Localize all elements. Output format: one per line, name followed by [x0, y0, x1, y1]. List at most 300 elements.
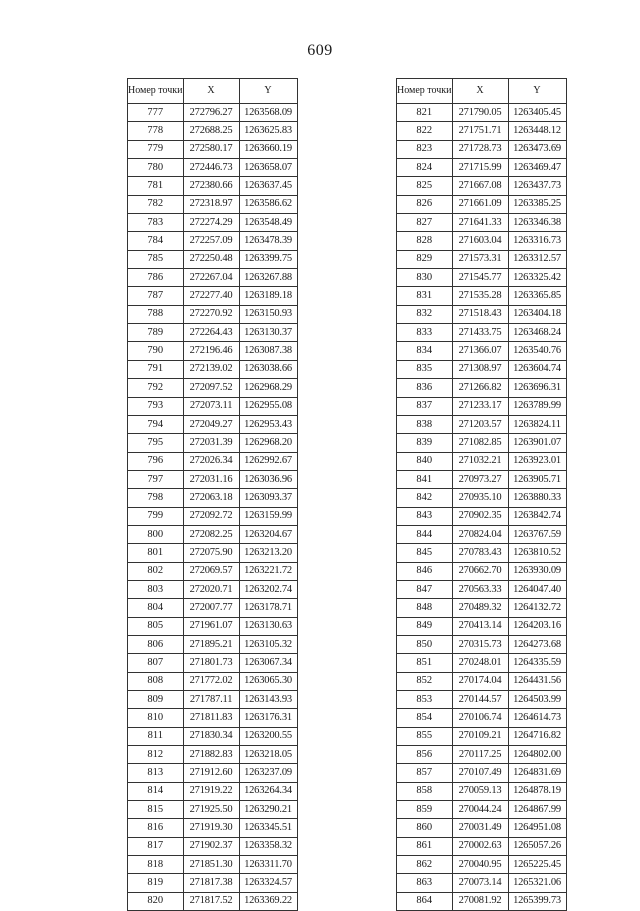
x-coordinate-cell: 271308.97 [452, 360, 508, 378]
point-number-cell: 781 [128, 177, 184, 195]
x-coordinate-cell: 272026.34 [183, 452, 239, 470]
x-coordinate-cell: 271925.50 [183, 801, 239, 819]
point-number-cell: 854 [397, 709, 453, 727]
point-number-cell: 842 [397, 489, 453, 507]
point-number-cell: 793 [128, 397, 184, 415]
x-coordinate-cell: 271902.37 [183, 837, 239, 855]
point-number-cell: 804 [128, 599, 184, 617]
x-coordinate-cell: 271366.07 [452, 342, 508, 360]
table-row [128, 764, 298, 782]
point-number-cell: 780 [128, 159, 184, 177]
x-coordinate-cell: 271801.73 [183, 654, 239, 672]
y-coordinate-cell: 1263548.49 [239, 214, 297, 232]
point-number-cell: 856 [397, 746, 453, 764]
point-number-cell: 843 [397, 507, 453, 525]
point-number-cell: 828 [397, 232, 453, 250]
point-number-cell: 831 [397, 287, 453, 305]
x-coordinate-cell: 272049.27 [183, 415, 239, 433]
point-number-cell: 798 [128, 489, 184, 507]
y-coordinate-cell: 1263586.62 [239, 195, 297, 213]
x-coordinate-cell: 270783.43 [452, 544, 508, 562]
point-number-cell: 839 [397, 434, 453, 452]
x-coordinate-cell: 272446.73 [183, 159, 239, 177]
x-coordinate-cell: 272270.92 [183, 305, 239, 323]
point-number-cell: 835 [397, 360, 453, 378]
point-number-cell: 799 [128, 507, 184, 525]
y-coordinate-cell: 1264132.72 [508, 599, 566, 617]
column-header-point: Номер точки [397, 79, 453, 104]
table-row [128, 782, 298, 800]
table-row [397, 470, 567, 488]
y-coordinate-cell: 1263469.47 [508, 159, 566, 177]
x-coordinate-cell: 272196.46 [183, 342, 239, 360]
y-coordinate-cell: 1263213.20 [239, 544, 297, 562]
table-row [128, 379, 298, 397]
y-coordinate-cell: 1263178.71 [239, 599, 297, 617]
table-row [397, 856, 567, 874]
coordinates-table-right [396, 78, 567, 911]
table-row [128, 360, 298, 378]
y-coordinate-cell: 1263478.39 [239, 232, 297, 250]
x-coordinate-cell: 272380.66 [183, 177, 239, 195]
point-number-cell: 812 [128, 746, 184, 764]
table-row [397, 159, 567, 177]
point-number-cell: 829 [397, 250, 453, 268]
y-coordinate-cell: 1263658.07 [239, 159, 297, 177]
point-number-cell: 852 [397, 672, 453, 690]
point-number-cell: 795 [128, 434, 184, 452]
x-coordinate-cell: 271545.77 [452, 269, 508, 287]
table-row [128, 104, 298, 122]
y-coordinate-cell: 1263202.74 [239, 580, 297, 598]
y-coordinate-cell: 1263385.25 [508, 195, 566, 213]
table-row [128, 672, 298, 690]
table-row [128, 287, 298, 305]
point-number-cell: 849 [397, 617, 453, 635]
point-number-cell: 789 [128, 324, 184, 342]
x-coordinate-cell: 270117.25 [452, 746, 508, 764]
coordinates-table-left [127, 78, 298, 911]
table-row [128, 599, 298, 617]
table-row [397, 507, 567, 525]
table-row [128, 470, 298, 488]
point-number-cell: 821 [397, 104, 453, 122]
x-coordinate-cell: 271919.22 [183, 782, 239, 800]
y-coordinate-cell: 1263905.71 [508, 470, 566, 488]
y-coordinate-cell: 1263369.22 [239, 892, 297, 910]
y-coordinate-cell: 1263067.34 [239, 654, 297, 672]
x-coordinate-cell: 270489.32 [452, 599, 508, 617]
x-coordinate-cell: 271830.34 [183, 727, 239, 745]
y-coordinate-cell: 1263065.30 [239, 672, 297, 690]
table-header-row [128, 79, 298, 104]
table-row [128, 819, 298, 837]
y-coordinate-cell: 1263696.31 [508, 379, 566, 397]
point-number-cell: 850 [397, 635, 453, 653]
point-number-cell: 803 [128, 580, 184, 598]
x-coordinate-cell: 271266.82 [452, 379, 508, 397]
y-coordinate-cell: 1263218.05 [239, 746, 297, 764]
x-coordinate-cell: 271919.30 [183, 819, 239, 837]
y-coordinate-cell: 1263176.31 [239, 709, 297, 727]
x-coordinate-cell: 270107.49 [452, 764, 508, 782]
y-coordinate-cell: 1265321.06 [508, 874, 566, 892]
point-number-cell: 857 [397, 764, 453, 782]
y-coordinate-cell: 1263824.11 [508, 415, 566, 433]
x-coordinate-cell: 271751.71 [452, 122, 508, 140]
x-coordinate-cell: 270413.14 [452, 617, 508, 635]
point-number-cell: 834 [397, 342, 453, 360]
y-coordinate-cell: 1263625.83 [239, 122, 297, 140]
table-row [128, 837, 298, 855]
table-row [128, 159, 298, 177]
page-number: 609 [307, 42, 333, 59]
point-number-cell: 832 [397, 305, 453, 323]
table-row [128, 415, 298, 433]
table-row [397, 140, 567, 158]
y-coordinate-cell: 1263405.45 [508, 104, 566, 122]
table-row [397, 214, 567, 232]
y-coordinate-cell: 1263143.93 [239, 691, 297, 709]
x-coordinate-cell: 270044.24 [452, 801, 508, 819]
x-coordinate-cell: 272031.16 [183, 470, 239, 488]
y-coordinate-cell: 1264203.16 [508, 617, 566, 635]
x-coordinate-cell: 271233.17 [452, 397, 508, 415]
point-number-cell: 807 [128, 654, 184, 672]
y-coordinate-cell: 1263036.96 [239, 470, 297, 488]
table-row [128, 195, 298, 213]
y-coordinate-cell: 1263437.73 [508, 177, 566, 195]
table-row [397, 324, 567, 342]
y-coordinate-cell: 1262955.08 [239, 397, 297, 415]
table-row [128, 525, 298, 543]
x-coordinate-cell: 270081.92 [452, 892, 508, 910]
point-number-cell: 811 [128, 727, 184, 745]
x-coordinate-cell: 270248.01 [452, 654, 508, 672]
point-number-cell: 827 [397, 214, 453, 232]
table-row [128, 654, 298, 672]
x-coordinate-cell: 272097.52 [183, 379, 239, 397]
point-number-cell: 782 [128, 195, 184, 213]
table-row [397, 544, 567, 562]
y-coordinate-cell: 1262968.20 [239, 434, 297, 452]
point-number-cell: 794 [128, 415, 184, 433]
point-number-cell: 810 [128, 709, 184, 727]
x-coordinate-cell: 271203.57 [452, 415, 508, 433]
table-row [128, 232, 298, 250]
x-coordinate-cell: 272277.40 [183, 287, 239, 305]
y-coordinate-cell: 1263038.66 [239, 360, 297, 378]
y-coordinate-cell: 1263473.69 [508, 140, 566, 158]
x-coordinate-cell: 271817.38 [183, 874, 239, 892]
table-row [128, 214, 298, 232]
x-coordinate-cell: 272250.48 [183, 250, 239, 268]
y-coordinate-cell: 1263789.99 [508, 397, 566, 415]
point-number-cell: 787 [128, 287, 184, 305]
y-coordinate-cell: 1263312.57 [508, 250, 566, 268]
y-coordinate-cell: 1264867.99 [508, 801, 566, 819]
table-row [397, 489, 567, 507]
x-coordinate-cell: 272796.27 [183, 104, 239, 122]
point-number-cell: 788 [128, 305, 184, 323]
x-coordinate-cell: 271573.31 [452, 250, 508, 268]
y-coordinate-cell: 1263660.19 [239, 140, 297, 158]
point-number-cell: 837 [397, 397, 453, 415]
table-row [128, 580, 298, 598]
point-number-cell: 778 [128, 122, 184, 140]
x-coordinate-cell: 271518.43 [452, 305, 508, 323]
table-row [397, 195, 567, 213]
point-number-cell: 859 [397, 801, 453, 819]
table-row [128, 342, 298, 360]
y-coordinate-cell: 1264831.69 [508, 764, 566, 782]
y-coordinate-cell: 1263568.09 [239, 104, 297, 122]
table-row [128, 489, 298, 507]
table-row [128, 709, 298, 727]
y-coordinate-cell: 1263637.45 [239, 177, 297, 195]
x-coordinate-cell: 270031.49 [452, 819, 508, 837]
y-coordinate-cell: 1265225.45 [508, 856, 566, 874]
x-coordinate-cell: 272007.77 [183, 599, 239, 617]
y-coordinate-cell: 1264802.00 [508, 746, 566, 764]
table-row [397, 452, 567, 470]
table-row [397, 837, 567, 855]
table-row [128, 856, 298, 874]
y-coordinate-cell: 1262953.43 [239, 415, 297, 433]
x-coordinate-cell: 271082.85 [452, 434, 508, 452]
y-coordinate-cell: 1263448.12 [508, 122, 566, 140]
x-coordinate-cell: 270073.14 [452, 874, 508, 892]
x-coordinate-cell: 272264.43 [183, 324, 239, 342]
x-coordinate-cell: 272257.09 [183, 232, 239, 250]
x-coordinate-cell: 271882.83 [183, 746, 239, 764]
y-coordinate-cell: 1262968.29 [239, 379, 297, 397]
table-row [397, 599, 567, 617]
point-number-cell: 820 [128, 892, 184, 910]
point-number-cell: 819 [128, 874, 184, 892]
table-row [397, 232, 567, 250]
y-coordinate-cell: 1263468.24 [508, 324, 566, 342]
column-header-y: Y [508, 79, 566, 104]
y-coordinate-cell: 1263221.72 [239, 562, 297, 580]
y-coordinate-cell: 1263901.07 [508, 434, 566, 452]
point-number-cell: 801 [128, 544, 184, 562]
table-row [128, 452, 298, 470]
point-number-cell: 830 [397, 269, 453, 287]
point-number-cell: 845 [397, 544, 453, 562]
table-row [128, 635, 298, 653]
y-coordinate-cell: 1264951.08 [508, 819, 566, 837]
x-coordinate-cell: 272020.71 [183, 580, 239, 598]
point-number-cell: 863 [397, 874, 453, 892]
table-row [397, 122, 567, 140]
y-coordinate-cell: 1263810.52 [508, 544, 566, 562]
table-row [128, 544, 298, 562]
table-row [397, 691, 567, 709]
y-coordinate-cell: 1263200.55 [239, 727, 297, 745]
x-coordinate-cell: 271715.99 [452, 159, 508, 177]
table-row [397, 434, 567, 452]
y-coordinate-cell: 1262992.67 [239, 452, 297, 470]
y-coordinate-cell: 1264716.82 [508, 727, 566, 745]
point-number-cell: 841 [397, 470, 453, 488]
x-coordinate-cell: 272031.39 [183, 434, 239, 452]
x-coordinate-cell: 271433.75 [452, 324, 508, 342]
table-row [128, 727, 298, 745]
table-row [128, 250, 298, 268]
x-coordinate-cell: 272688.25 [183, 122, 239, 140]
point-number-cell: 858 [397, 782, 453, 800]
y-coordinate-cell: 1263399.75 [239, 250, 297, 268]
point-number-cell: 822 [397, 122, 453, 140]
column-header-point: Номер точки [128, 79, 184, 104]
y-coordinate-cell: 1263880.33 [508, 489, 566, 507]
x-coordinate-cell: 271032.21 [452, 452, 508, 470]
x-coordinate-cell: 272318.97 [183, 195, 239, 213]
table-row [397, 819, 567, 837]
x-coordinate-cell: 270109.21 [452, 727, 508, 745]
y-coordinate-cell: 1263346.38 [508, 214, 566, 232]
x-coordinate-cell: 270315.73 [452, 635, 508, 653]
y-coordinate-cell: 1263540.76 [508, 342, 566, 360]
point-number-cell: 860 [397, 819, 453, 837]
point-number-cell: 797 [128, 470, 184, 488]
point-number-cell: 861 [397, 837, 453, 855]
table-row [397, 874, 567, 892]
table-row [397, 104, 567, 122]
y-coordinate-cell: 1263842.74 [508, 507, 566, 525]
x-coordinate-cell: 271603.04 [452, 232, 508, 250]
x-coordinate-cell: 270144.57 [452, 691, 508, 709]
x-coordinate-cell: 272139.02 [183, 360, 239, 378]
y-coordinate-cell: 1263264.34 [239, 782, 297, 800]
y-coordinate-cell: 1264878.19 [508, 782, 566, 800]
x-coordinate-cell: 270563.33 [452, 580, 508, 598]
x-coordinate-cell: 272267.04 [183, 269, 239, 287]
y-coordinate-cell: 1263087.38 [239, 342, 297, 360]
point-number-cell: 838 [397, 415, 453, 433]
table-row [128, 324, 298, 342]
x-coordinate-cell: 271851.30 [183, 856, 239, 874]
table-row [397, 287, 567, 305]
point-number-cell: 862 [397, 856, 453, 874]
column-header-y: Y [239, 79, 297, 104]
x-coordinate-cell: 271961.07 [183, 617, 239, 635]
table-row [128, 892, 298, 910]
table-row [128, 177, 298, 195]
table-header-row [397, 79, 567, 104]
y-coordinate-cell: 1264614.73 [508, 709, 566, 727]
column-header-x: X [452, 79, 508, 104]
point-number-cell: 847 [397, 580, 453, 598]
y-coordinate-cell: 1263365.85 [508, 287, 566, 305]
point-number-cell: 825 [397, 177, 453, 195]
x-coordinate-cell: 271787.11 [183, 691, 239, 709]
x-coordinate-cell: 271811.83 [183, 709, 239, 727]
table-row [128, 801, 298, 819]
x-coordinate-cell: 270973.27 [452, 470, 508, 488]
y-coordinate-cell: 1263130.63 [239, 617, 297, 635]
y-coordinate-cell: 1263150.93 [239, 305, 297, 323]
y-coordinate-cell: 1263358.32 [239, 837, 297, 855]
point-number-cell: 846 [397, 562, 453, 580]
point-number-cell: 816 [128, 819, 184, 837]
x-coordinate-cell: 271535.28 [452, 287, 508, 305]
point-number-cell: 823 [397, 140, 453, 158]
y-coordinate-cell: 1263267.88 [239, 269, 297, 287]
y-coordinate-cell: 1264431.56 [508, 672, 566, 690]
x-coordinate-cell: 272092.72 [183, 507, 239, 525]
x-coordinate-cell: 272073.11 [183, 397, 239, 415]
y-coordinate-cell: 1263324.57 [239, 874, 297, 892]
x-coordinate-cell: 271661.09 [452, 195, 508, 213]
point-number-cell: 824 [397, 159, 453, 177]
table-row [397, 250, 567, 268]
table-row [397, 562, 567, 580]
point-number-cell: 840 [397, 452, 453, 470]
table-row [397, 709, 567, 727]
table-row [397, 525, 567, 543]
table-row [397, 617, 567, 635]
point-number-cell: 809 [128, 691, 184, 709]
x-coordinate-cell: 271772.02 [183, 672, 239, 690]
table-row [128, 140, 298, 158]
point-number-cell: 818 [128, 856, 184, 874]
x-coordinate-cell: 271817.52 [183, 892, 239, 910]
y-coordinate-cell: 1264047.40 [508, 580, 566, 598]
point-number-cell: 826 [397, 195, 453, 213]
table-row [397, 635, 567, 653]
point-number-cell: 805 [128, 617, 184, 635]
x-coordinate-cell: 271895.21 [183, 635, 239, 653]
y-coordinate-cell: 1263404.18 [508, 305, 566, 323]
x-coordinate-cell: 271728.73 [452, 140, 508, 158]
table-row [128, 874, 298, 892]
x-coordinate-cell: 270174.04 [452, 672, 508, 690]
y-coordinate-cell: 1265399.73 [508, 892, 566, 910]
x-coordinate-cell: 272069.57 [183, 562, 239, 580]
point-number-cell: 864 [397, 892, 453, 910]
point-number-cell: 851 [397, 654, 453, 672]
point-number-cell: 813 [128, 764, 184, 782]
point-number-cell: 814 [128, 782, 184, 800]
table-row [397, 305, 567, 323]
table-row [128, 269, 298, 287]
point-number-cell: 796 [128, 452, 184, 470]
table-row [128, 617, 298, 635]
table-row [397, 746, 567, 764]
y-coordinate-cell: 1265057.26 [508, 837, 566, 855]
table-row [128, 305, 298, 323]
x-coordinate-cell: 272082.25 [183, 525, 239, 543]
point-number-cell: 855 [397, 727, 453, 745]
y-coordinate-cell: 1263237.09 [239, 764, 297, 782]
point-number-cell: 844 [397, 525, 453, 543]
y-coordinate-cell: 1264503.99 [508, 691, 566, 709]
table-row [397, 801, 567, 819]
table-row [397, 360, 567, 378]
table-row [397, 727, 567, 745]
y-coordinate-cell: 1263767.59 [508, 525, 566, 543]
table-row [397, 177, 567, 195]
y-coordinate-cell: 1263130.37 [239, 324, 297, 342]
point-number-cell: 833 [397, 324, 453, 342]
table-row [128, 507, 298, 525]
y-coordinate-cell: 1263159.99 [239, 507, 297, 525]
y-coordinate-cell: 1263204.67 [239, 525, 297, 543]
x-coordinate-cell: 270040.95 [452, 856, 508, 874]
x-coordinate-cell: 272063.18 [183, 489, 239, 507]
